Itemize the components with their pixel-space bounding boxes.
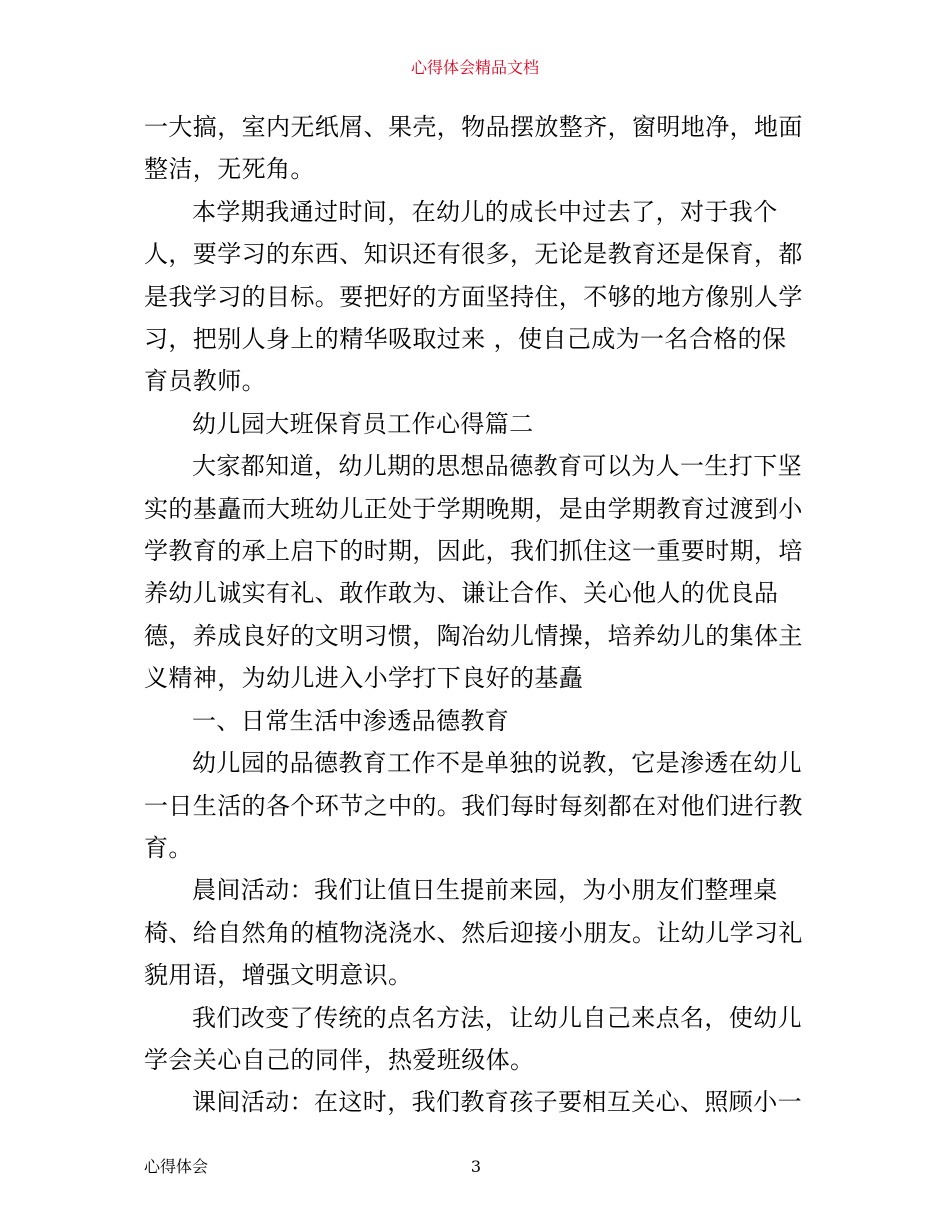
body-paragraph: 晨间活动：我们让值日生提前来园，为小朋友们整理桌椅、给自然角的植物浇浇水、然后迎接小朋友。让幼儿学习礼貌用语，增强文明意识。 xyxy=(144,876,803,990)
body-paragraph: 幼儿园的品德教育工作不是单独的说教，它是渗透在幼儿一日生活的各个环节之中的。我们每时每刻都在对他们进行教育。 xyxy=(144,749,803,862)
footer-label: 心得体会 xyxy=(144,1157,209,1176)
body-paragraph: 大家都知道，幼儿期的思想品德教育可以为人一生打下坚实的基矗而大班幼儿正处于学期晚期，是由学期教育过渡到小学教育的承上启下的时期，因此，我们抓住这一重要时期，培养幼儿诚实有礼、敢作敢为、谦让合作、关心他人的优良品德，养成良好的文明习惯，陶冶幼儿情操，培养幼儿的集体主义精神，为幼儿进入小学打下良好的基矗 xyxy=(144,452,803,693)
section-heading: 幼儿园大班保育员工作心得篇二 xyxy=(192,409,534,438)
page-header-title: 心得体会精品文档 xyxy=(410,58,539,77)
body-paragraph: 本学期我通过时间，在幼儿的成长中过去了，对于我个人，要学习的东西、知识还有很多，无论是教育还是保育，都是我学习的目标。要把好的方面坚持住，不够的地方像别人学习，把别人身上的精华吸取过来 ，使自己成为一名合格的保育员教师。 xyxy=(144,197,803,396)
body-paragraph: 一大搞，室内无纸屑、果壳，物品摆放整齐，窗明地净，地面整洁，无死角。 xyxy=(144,113,803,184)
document-body xyxy=(144,106,810,1124)
page-number: 3 xyxy=(470,1157,482,1176)
subsection-heading: 一、日常生活中渗透品德教育 xyxy=(192,706,510,735)
body-paragraph: 课间活动：在这时，我们教育孩子要相互关心、照顾小一 xyxy=(192,1088,802,1117)
body-paragraph: 我们改变了传统的点名方法，让幼儿自己来点名，使幼儿学会关心自己的同伴，热爱班级体。 xyxy=(144,1003,802,1074)
